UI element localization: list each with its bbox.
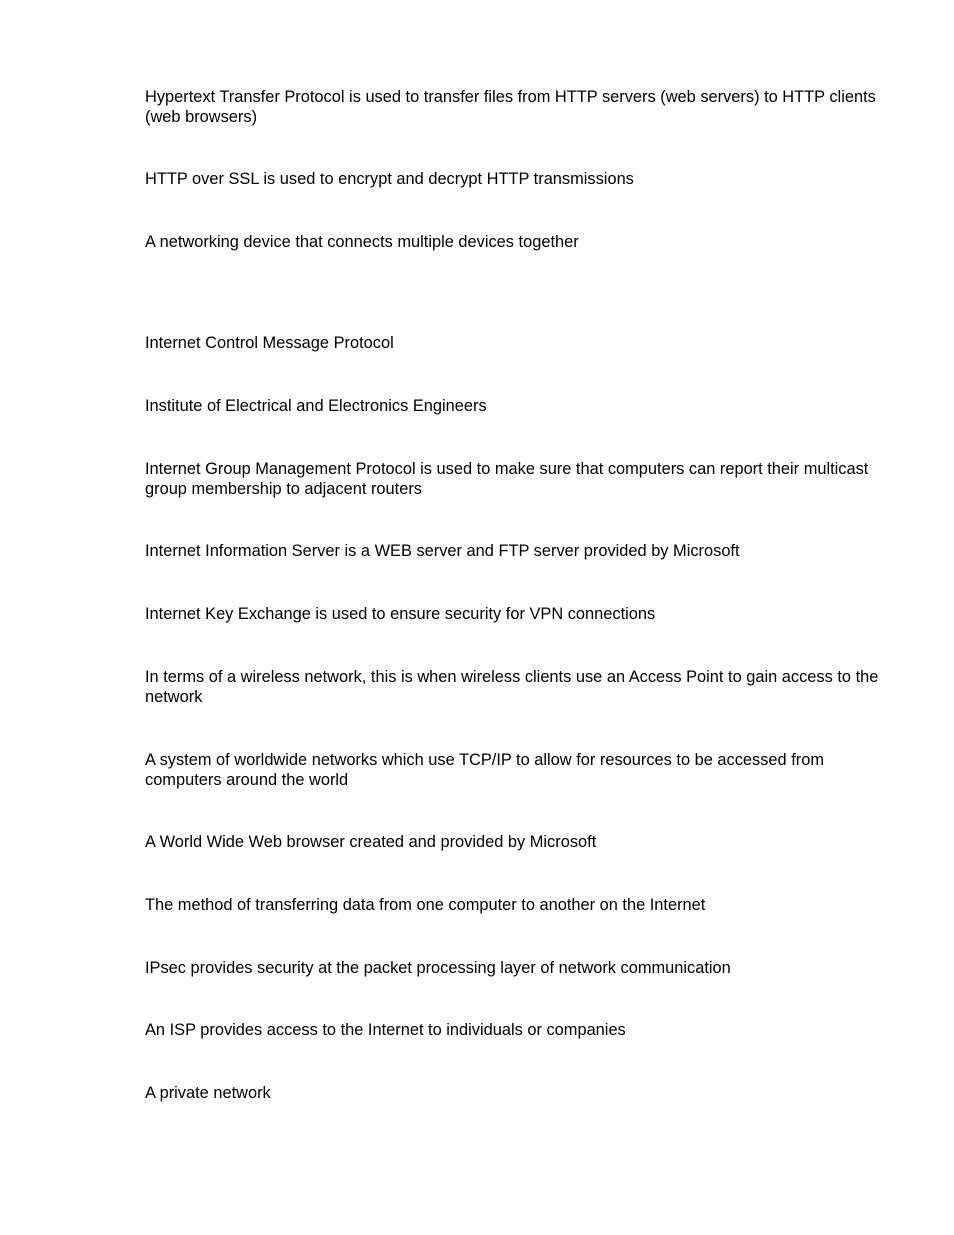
- definition-ip: The method of transferring data from one computer to another on the Internet: [145, 896, 706, 914]
- definition-isp: An ISP provides access to the Internet to individuals or companies: [145, 1021, 626, 1039]
- definition-hub: A networking device that connects multiple devices together: [145, 233, 579, 251]
- definition-ike: Internet Key Exchange is used to ensure security for VPN connections: [145, 605, 656, 623]
- definition-intranet: A private network: [145, 1084, 271, 1102]
- definition-ipsec: IPsec provides security at the packet processing layer of network communication: [145, 959, 731, 977]
- definition-icmp: Internet Control Message Protocol: [145, 334, 394, 352]
- definition-iis: Internet Information Server is a WEB server and FTP server provided by Microsoft: [145, 542, 740, 560]
- definition-internet-explorer: A World Wide Web browser created and provided by Microsoft: [145, 833, 597, 851]
- definition-ieee: Institute of Electrical and Electronics Engineers: [145, 397, 487, 415]
- definition-internet: A system of worldwide networks which use TCP/IP to allow for resources to be accessed from computers around the world: [145, 751, 824, 789]
- definition-igmp: Internet Group Management Protocol is used to make sure that computers can report their multicast group membership to adjacent routers: [145, 460, 869, 498]
- definition-http: Hypertext Transfer Protocol is used to transfer files from HTTP servers (web servers) to HTTP clients (web browsers): [145, 88, 876, 126]
- definition-infrastructure-mode: In terms of a wireless network, this is when wireless clients use an Access Point to gain access to the network: [145, 668, 879, 706]
- definition-https: HTTP over SSL is used to encrypt and decrypt HTTP transmissions: [145, 170, 634, 188]
